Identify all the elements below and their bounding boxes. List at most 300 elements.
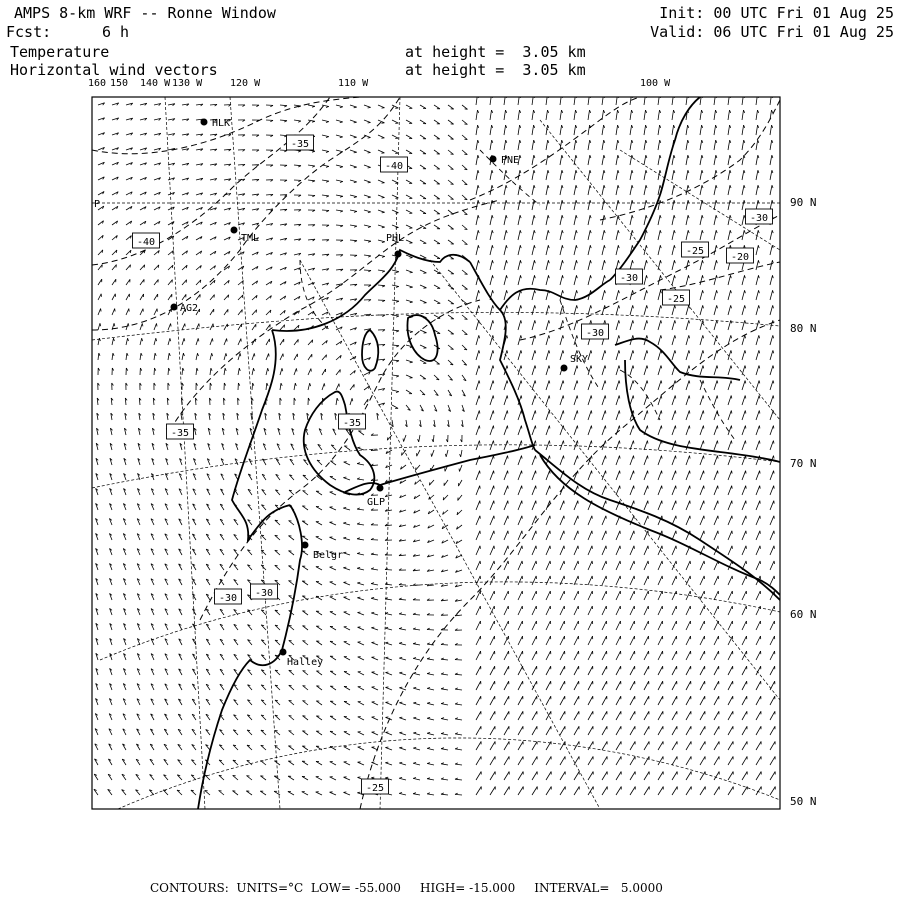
wind-vector bbox=[686, 787, 691, 796]
wind-vector bbox=[476, 666, 481, 675]
wind-vector bbox=[110, 668, 112, 675]
wind-vector bbox=[112, 368, 114, 375]
wind-vector bbox=[280, 253, 287, 255]
wind-vector bbox=[756, 681, 761, 690]
wind-vector bbox=[308, 369, 311, 375]
wind-vector bbox=[476, 621, 481, 630]
wind-vector bbox=[770, 155, 773, 165]
wind-vector bbox=[672, 396, 676, 406]
wind-vector bbox=[316, 792, 322, 795]
wind-vector bbox=[644, 140, 647, 150]
wind-vector bbox=[756, 546, 760, 555]
wind-vector bbox=[728, 772, 733, 781]
valid-time: Valid: 06 UTC Fri 01 Aug 25 bbox=[650, 23, 894, 41]
wind-vector bbox=[462, 390, 465, 396]
wind-vector bbox=[546, 245, 549, 255]
wind-vector bbox=[476, 396, 480, 406]
wind-vector bbox=[616, 621, 621, 630]
wind-vector bbox=[770, 561, 775, 570]
wind-vector bbox=[546, 681, 551, 690]
wind-vector bbox=[700, 260, 703, 270]
wind-vector bbox=[308, 105, 315, 107]
wind-vector bbox=[125, 398, 127, 405]
wind-vector bbox=[364, 225, 371, 228]
wind-vector bbox=[728, 576, 733, 585]
wind-vector bbox=[206, 745, 211, 750]
wind-vector bbox=[322, 340, 327, 345]
wind-vector bbox=[371, 627, 378, 630]
wind-vector bbox=[288, 792, 294, 796]
wind-vector bbox=[658, 245, 661, 255]
wind-vector bbox=[770, 350, 774, 360]
wind-vector bbox=[457, 510, 462, 515]
wind-vector bbox=[385, 553, 392, 555]
wind-vector bbox=[616, 726, 621, 735]
wind-vector bbox=[276, 474, 280, 480]
wind-vector bbox=[406, 120, 412, 124]
wind-vector bbox=[406, 405, 410, 410]
wind-vector bbox=[280, 120, 287, 122]
wind-vector bbox=[196, 294, 200, 300]
wind-vector bbox=[700, 125, 703, 135]
wind-vector bbox=[504, 681, 509, 690]
wind-vector bbox=[588, 441, 592, 450]
wind-vector bbox=[124, 428, 126, 435]
wind-vector bbox=[123, 744, 127, 750]
wind-vector bbox=[504, 772, 509, 781]
wind-vector bbox=[261, 655, 266, 660]
wind-vector bbox=[630, 260, 633, 270]
wind-vector bbox=[263, 459, 267, 465]
wind-vector bbox=[644, 260, 647, 270]
wind-vector bbox=[546, 772, 551, 781]
wind-vector bbox=[280, 224, 287, 226]
wind-vector bbox=[560, 606, 565, 615]
wind-vector bbox=[532, 636, 537, 645]
wind-vector bbox=[616, 381, 620, 391]
wind-vector bbox=[210, 353, 213, 360]
wind-vector bbox=[192, 729, 196, 735]
wind-vector bbox=[770, 125, 773, 135]
wind-vector bbox=[630, 486, 634, 495]
wind-vector bbox=[193, 474, 196, 480]
wind-vector bbox=[377, 413, 379, 420]
wind-vector bbox=[616, 591, 621, 600]
wind-vector bbox=[219, 760, 224, 765]
wind-vector bbox=[560, 576, 565, 585]
wind-vector bbox=[686, 411, 690, 421]
wind-vector bbox=[289, 716, 294, 721]
wind-vector bbox=[343, 477, 350, 480]
wind-vector bbox=[330, 686, 336, 690]
wind-vector bbox=[280, 238, 287, 240]
wind-vector bbox=[238, 208, 245, 210]
wind-vector bbox=[151, 714, 154, 720]
wind-vector bbox=[518, 501, 522, 510]
wind-vector bbox=[574, 456, 578, 465]
wind-vector bbox=[112, 294, 116, 300]
wind-vector bbox=[686, 305, 690, 315]
wind-vector bbox=[288, 776, 294, 780]
wind-vector bbox=[112, 279, 116, 285]
wind-vector bbox=[700, 621, 705, 630]
wind-vector bbox=[280, 209, 287, 211]
wind-vector bbox=[420, 390, 425, 395]
wind-vector bbox=[112, 103, 119, 105]
wind-vector bbox=[392, 375, 399, 377]
wind-vector bbox=[406, 210, 412, 213]
wind-vector bbox=[151, 699, 154, 705]
wind-vector bbox=[110, 504, 113, 511]
wind-vector bbox=[574, 681, 579, 690]
wind-vector bbox=[546, 561, 551, 570]
wind-vector bbox=[714, 741, 719, 750]
wind-vector bbox=[266, 296, 271, 300]
wind-vector bbox=[123, 579, 126, 586]
wind-vector bbox=[206, 549, 210, 555]
wind-vector bbox=[96, 653, 98, 660]
wind-vector bbox=[322, 210, 329, 212]
wind-vector bbox=[714, 501, 718, 510]
wind-vector bbox=[210, 251, 216, 255]
wind-vector bbox=[330, 522, 337, 525]
wind-vector bbox=[266, 368, 269, 375]
wind-vector bbox=[206, 699, 210, 705]
wind-vector bbox=[504, 561, 509, 570]
wind-vector bbox=[275, 550, 280, 555]
wind-vector bbox=[714, 290, 717, 300]
wind-vector bbox=[322, 254, 329, 256]
wind-vector bbox=[302, 761, 308, 765]
wind-vector bbox=[168, 353, 170, 360]
wind-vector bbox=[392, 315, 399, 317]
wind-vector bbox=[308, 165, 315, 167]
wind-vector bbox=[728, 756, 733, 765]
wind-vector bbox=[378, 135, 384, 138]
wind-vector bbox=[151, 684, 154, 690]
wind-vector bbox=[248, 489, 252, 495]
wind-vector bbox=[504, 456, 508, 465]
wind-vector bbox=[714, 396, 718, 406]
contour-value-text: -30 bbox=[218, 593, 238, 604]
wind-vector bbox=[238, 339, 241, 345]
wind-vector bbox=[476, 787, 481, 796]
wind-vector bbox=[459, 465, 462, 472]
wind-vector bbox=[644, 636, 649, 645]
wind-vector bbox=[140, 163, 147, 165]
wind-vector bbox=[672, 741, 677, 750]
wind-vector bbox=[532, 155, 535, 165]
wind-vector bbox=[728, 621, 733, 630]
wind-vector bbox=[742, 305, 746, 315]
wind-vector bbox=[124, 443, 126, 450]
wind-vector bbox=[191, 790, 196, 795]
wind-vector bbox=[126, 192, 132, 195]
wind-vector bbox=[714, 681, 719, 690]
init-time: Init: 00 UTC Fri 01 Aug 25 bbox=[659, 4, 894, 22]
wind-vector bbox=[476, 335, 480, 345]
wind-vector bbox=[427, 613, 434, 615]
wind-vector bbox=[490, 546, 494, 555]
wind-vector bbox=[490, 335, 494, 345]
wind-vector bbox=[126, 221, 132, 225]
wind-vector bbox=[574, 320, 578, 330]
wind-vector bbox=[206, 564, 210, 570]
wind-vector bbox=[672, 787, 677, 796]
wind-vector bbox=[419, 420, 421, 427]
wind-vector bbox=[714, 275, 717, 285]
wind-vector bbox=[770, 366, 774, 376]
wind-vector bbox=[770, 305, 774, 315]
wind-vector bbox=[223, 413, 225, 420]
wind-vector bbox=[364, 120, 371, 123]
wind-vector bbox=[574, 125, 577, 135]
wind-vector bbox=[137, 594, 140, 600]
wind-vector bbox=[476, 366, 480, 376]
wind-vector bbox=[574, 411, 578, 421]
wind-vector bbox=[292, 428, 294, 435]
wind-vector bbox=[602, 155, 605, 165]
wind-vector bbox=[109, 744, 112, 750]
wind-vector bbox=[124, 473, 126, 480]
wind-vector bbox=[343, 522, 350, 525]
wind-vector bbox=[616, 471, 620, 480]
wind-vector bbox=[357, 582, 364, 585]
wind-vector bbox=[220, 730, 225, 735]
wind-vector bbox=[432, 435, 434, 442]
wind-vector bbox=[518, 305, 522, 315]
wind-vector bbox=[546, 471, 550, 480]
wind-vector bbox=[560, 636, 565, 645]
wind-vector bbox=[275, 625, 280, 630]
wind-vector bbox=[386, 450, 392, 454]
wind-vector bbox=[372, 672, 378, 675]
wind-vector bbox=[154, 265, 159, 270]
wind-vector bbox=[316, 537, 322, 541]
wind-vector bbox=[378, 374, 385, 376]
wind-vector bbox=[220, 519, 224, 525]
wind-vector bbox=[280, 150, 287, 152]
wind-vector bbox=[714, 366, 718, 376]
wind-vector bbox=[364, 343, 371, 345]
wind-vector bbox=[400, 495, 406, 498]
wind-vector bbox=[700, 275, 703, 285]
wind-vector bbox=[126, 103, 133, 105]
wind-vector bbox=[490, 561, 495, 570]
wind-vector bbox=[602, 741, 607, 750]
wind-vector bbox=[378, 285, 385, 287]
wind-vector bbox=[476, 230, 479, 240]
wind-vector bbox=[518, 260, 521, 270]
wind-vector bbox=[658, 711, 663, 720]
wind-vector bbox=[378, 344, 385, 346]
contour-value-label bbox=[287, 135, 314, 150]
wind-vector bbox=[560, 185, 563, 195]
wind-vector bbox=[210, 398, 212, 405]
wind-vector bbox=[252, 310, 257, 315]
wind-vector bbox=[399, 598, 406, 600]
wind-vector bbox=[560, 110, 563, 120]
wind-vector bbox=[742, 606, 747, 615]
wind-vector bbox=[289, 670, 294, 675]
wind-vector bbox=[742, 155, 745, 165]
wind-vector bbox=[98, 368, 100, 375]
station-sky bbox=[561, 354, 589, 372]
wind-vector bbox=[700, 516, 704, 525]
wind-vector bbox=[532, 741, 537, 750]
wind-vector bbox=[206, 579, 210, 585]
wind-vector bbox=[518, 651, 523, 660]
wind-vector bbox=[756, 185, 759, 195]
wind-vector bbox=[266, 252, 273, 255]
wind-vector bbox=[179, 594, 182, 600]
wind-vector bbox=[96, 473, 98, 480]
wind-vector bbox=[357, 508, 364, 510]
wind-vector bbox=[182, 265, 187, 270]
wind-vector bbox=[770, 426, 774, 435]
wind-vector bbox=[602, 245, 605, 255]
wind-vector bbox=[385, 642, 392, 645]
wind-vector bbox=[490, 621, 495, 630]
wind-vector bbox=[179, 579, 182, 585]
wind-vector bbox=[532, 756, 537, 765]
wind-vector bbox=[252, 194, 259, 196]
wind-vector bbox=[490, 696, 495, 705]
wind-vector bbox=[546, 140, 549, 150]
wind-vector bbox=[122, 790, 126, 795]
wind-vector bbox=[322, 150, 329, 153]
wind-vector bbox=[560, 591, 565, 600]
wind-vector bbox=[206, 654, 210, 660]
wind-vector bbox=[658, 651, 663, 660]
wind-vector bbox=[546, 486, 550, 495]
wind-vector bbox=[336, 135, 343, 138]
wind-vector bbox=[476, 110, 479, 120]
wind-vector bbox=[546, 756, 551, 765]
wind-vector bbox=[401, 465, 407, 469]
wind-vector bbox=[123, 564, 126, 571]
wind-vector bbox=[308, 354, 312, 360]
wind-vector bbox=[302, 581, 308, 585]
wind-vector bbox=[123, 504, 126, 511]
wind-vector bbox=[420, 375, 426, 379]
wind-vector bbox=[95, 729, 98, 735]
wind-vector bbox=[560, 726, 565, 735]
wind-vector bbox=[546, 546, 550, 555]
wind-vector bbox=[210, 222, 216, 225]
wind-vector bbox=[532, 411, 536, 421]
wind-vector bbox=[399, 793, 406, 796]
wind-vector bbox=[151, 654, 154, 660]
wind-vector bbox=[728, 531, 732, 540]
wind-vector bbox=[277, 444, 280, 450]
wind-vector bbox=[247, 565, 252, 570]
wind-vector bbox=[420, 150, 426, 154]
wind-vector bbox=[602, 516, 606, 525]
wind-vector bbox=[700, 681, 705, 690]
wind-vector bbox=[302, 611, 308, 615]
wind-vector bbox=[658, 591, 663, 600]
wind-vector bbox=[658, 350, 662, 360]
wind-vector bbox=[476, 125, 479, 135]
wind-vector bbox=[658, 561, 663, 570]
wind-vector bbox=[546, 200, 549, 210]
wind-vector bbox=[532, 140, 535, 150]
wind-vector bbox=[205, 790, 210, 795]
wind-vector bbox=[330, 671, 336, 675]
wind-vector bbox=[168, 104, 175, 106]
wind-vector bbox=[616, 681, 621, 690]
wind-vector bbox=[275, 610, 280, 615]
wind-vector bbox=[302, 536, 308, 540]
wind-vector bbox=[261, 535, 266, 540]
wind-vector bbox=[350, 240, 357, 242]
wind-vector bbox=[316, 731, 322, 735]
wind-vector bbox=[406, 390, 412, 394]
wind-vector bbox=[140, 177, 147, 180]
forecast-hours: 6 h bbox=[102, 23, 130, 41]
wind-vector bbox=[756, 501, 760, 510]
wind-vector bbox=[476, 696, 481, 705]
wind-vector bbox=[179, 474, 182, 480]
wind-vector bbox=[261, 730, 266, 735]
wind-vector bbox=[504, 741, 509, 750]
wind-vector bbox=[434, 240, 440, 244]
wind-vector bbox=[385, 568, 392, 570]
wind-vector bbox=[196, 353, 199, 360]
wind-vector bbox=[233, 775, 238, 780]
wind-vector bbox=[344, 597, 350, 600]
wind-vector bbox=[602, 651, 607, 660]
wind-vector bbox=[686, 621, 691, 630]
wind-vector bbox=[427, 702, 434, 705]
wind-vector bbox=[249, 459, 252, 465]
wind-vector bbox=[728, 516, 732, 525]
wind-vector bbox=[322, 225, 329, 227]
wind-vector bbox=[504, 486, 508, 495]
wind-vector bbox=[560, 125, 563, 135]
wind-vector bbox=[182, 294, 186, 300]
wind-vector bbox=[428, 540, 435, 543]
wind-vector bbox=[658, 621, 663, 630]
wind-vector bbox=[672, 215, 675, 225]
wind-vector bbox=[413, 747, 420, 750]
wind-vector bbox=[728, 170, 731, 180]
wind-vector bbox=[672, 651, 677, 660]
wind-vector bbox=[672, 411, 676, 421]
wind-vector bbox=[139, 398, 141, 405]
wind-vector bbox=[234, 580, 238, 586]
wind-vector bbox=[97, 413, 99, 420]
wind-vector bbox=[336, 255, 343, 257]
wind-vector bbox=[455, 614, 462, 616]
wind-vector bbox=[490, 516, 494, 525]
wind-vector bbox=[196, 338, 199, 345]
wind-vector bbox=[179, 639, 182, 645]
wind-vector bbox=[123, 519, 126, 526]
wind-vector bbox=[672, 681, 677, 690]
wind-vector bbox=[616, 396, 620, 406]
wind-vector bbox=[95, 714, 98, 721]
wind-vector bbox=[742, 396, 746, 406]
wind-vector bbox=[266, 339, 270, 345]
wind-vector bbox=[178, 729, 182, 735]
wind-vector bbox=[476, 772, 481, 781]
wind-vector bbox=[420, 300, 427, 303]
wind-vector bbox=[672, 200, 675, 210]
wind-vector bbox=[742, 772, 747, 781]
wind-vector bbox=[462, 345, 467, 350]
